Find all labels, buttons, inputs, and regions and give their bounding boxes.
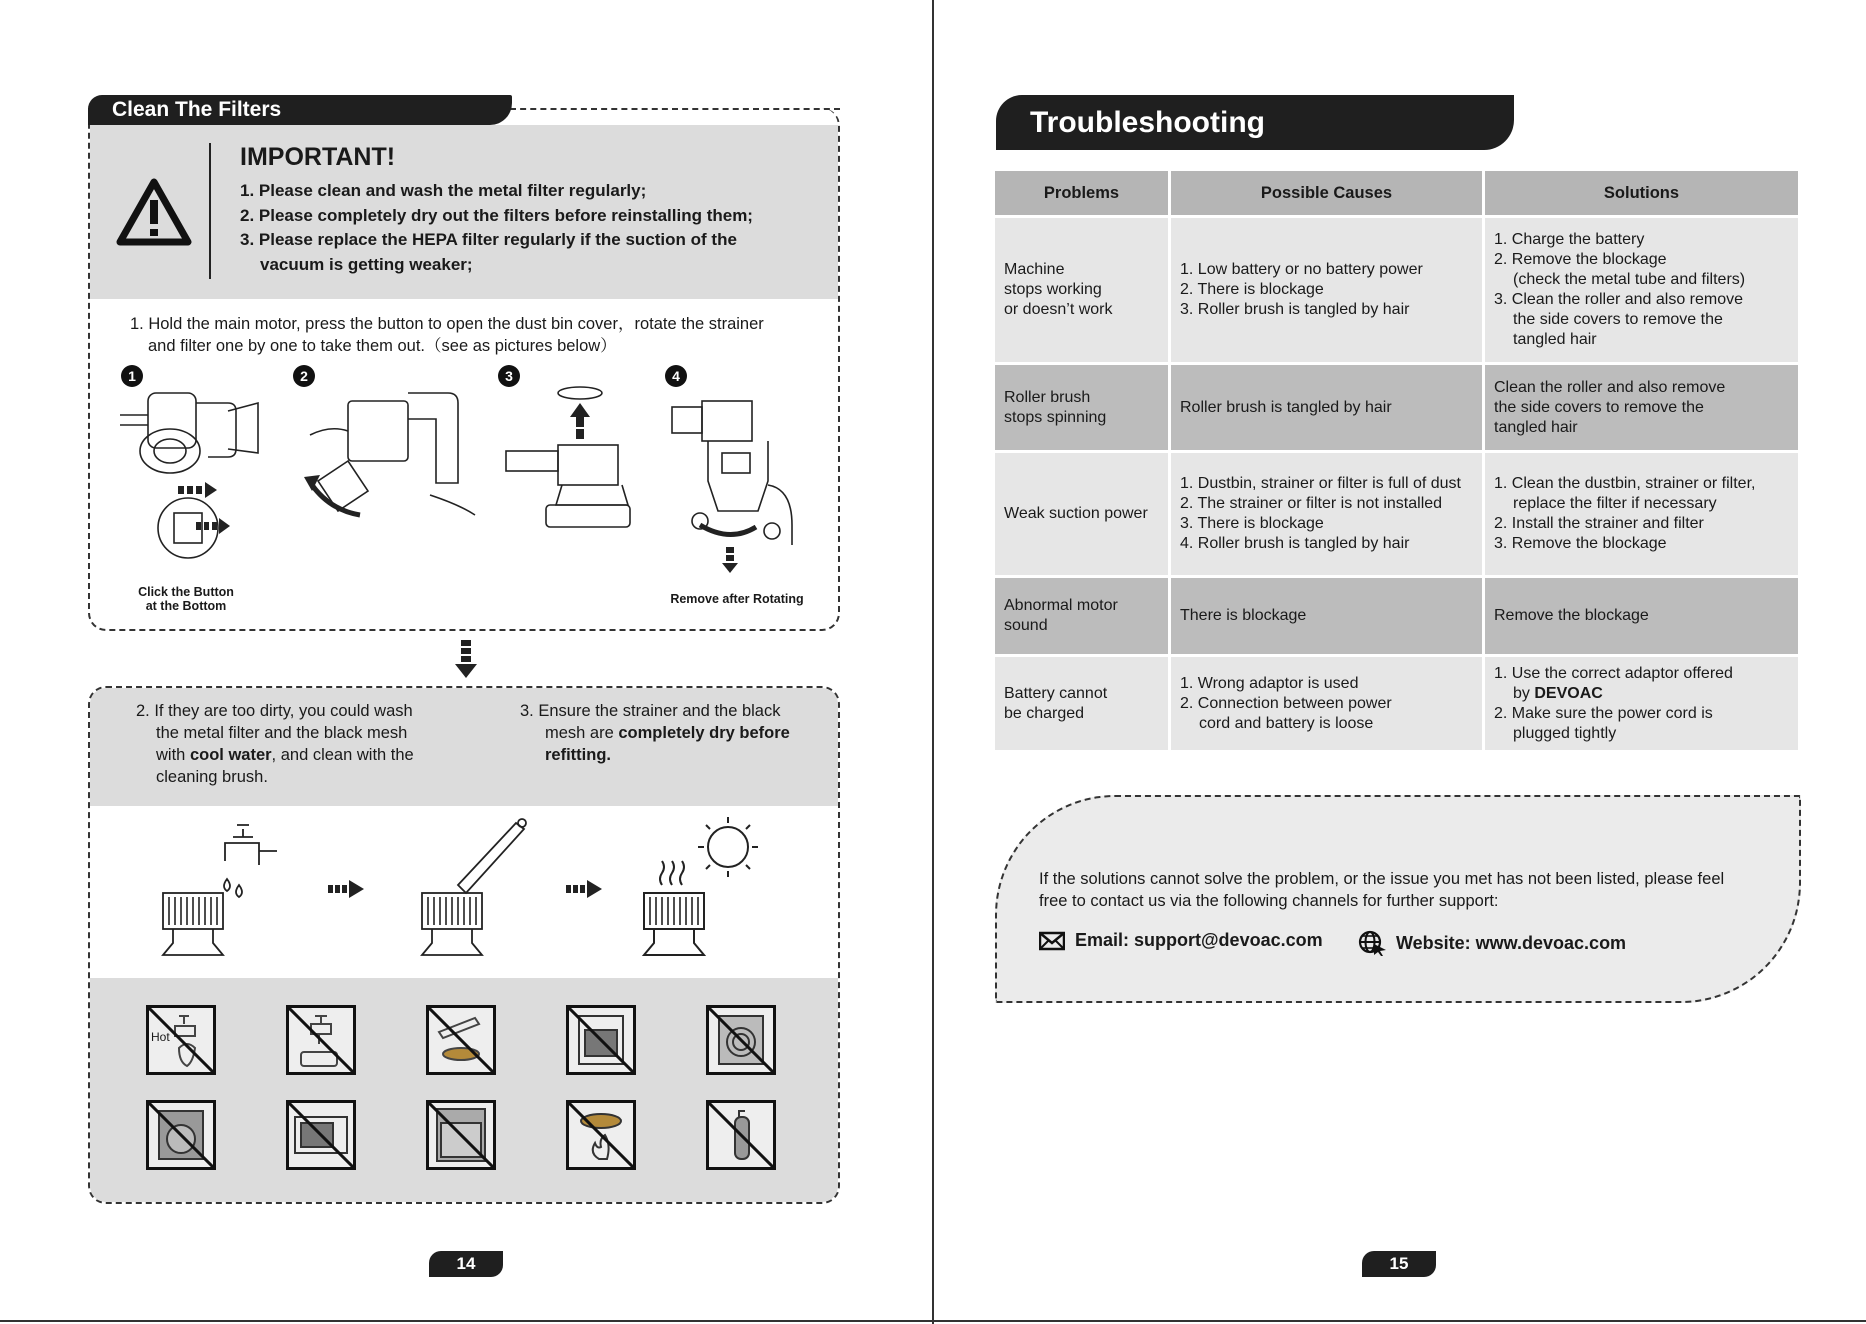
- solutions-cell: Remove the blockage: [1485, 578, 1801, 657]
- header-causes: Possible Causes: [1171, 171, 1485, 218]
- important-item: 3. Please replace the HEPA filter regularly if the suction of the: [240, 230, 737, 249]
- important-list: [240, 179, 753, 277]
- email-link[interactable]: Email: support@devoac.com: [1075, 930, 1323, 950]
- no-dishwasher-icon: [426, 1100, 496, 1170]
- table-row: [995, 218, 1801, 365]
- brush-filter-illustration: [418, 815, 558, 970]
- website-link[interactable]: Website: www.devoac.com: [1396, 932, 1627, 953]
- causes-cell: There is blockage: [1171, 578, 1485, 657]
- step1-line: and filter one by one to take them out.（see as pictures below）: [148, 337, 617, 355]
- arrow-down-icon: [455, 640, 477, 680]
- causes-cell: 1. Low battery or no battery power 2. There is blockage 3. Roller brush is tangled by hair: [1171, 218, 1485, 365]
- lift-filter-illustration: [502, 385, 632, 530]
- no-hair-dryer-icon: [706, 1100, 776, 1170]
- arrow-right-icon: [566, 880, 602, 898]
- email-contact[interactable]: [1039, 930, 1323, 951]
- table-row: [995, 578, 1801, 657]
- important-title: IMPORTANT!: [240, 143, 396, 171]
- step1-line: 1. Hold the main motor, press the button to open the dust bin cover，rotate the strainer: [130, 315, 764, 333]
- important-item: vacuum is getting weaker;: [260, 254, 473, 274]
- problem-cell: Weak suction power: [995, 453, 1171, 578]
- table-header-row: [995, 171, 1801, 218]
- warning-icon: [116, 178, 192, 246]
- step1-text: [130, 313, 764, 357]
- table-row: [995, 453, 1801, 578]
- contact-text: If the solutions cannot solve the problem, or the issue you met has not been listed, please feel free to contact us via the following channels for further support:: [1039, 870, 1725, 910]
- faucet-filter-illustration: [155, 815, 295, 970]
- important-item: 2. Please completely dry out the filters before reinstalling them;: [240, 205, 753, 225]
- header-solutions: Solutions: [1485, 171, 1801, 218]
- solutions-cell: Clean the roller and also remove the side covers to remove the tangled hair: [1485, 365, 1801, 453]
- solutions-cell: 1. Clean the dustbin, strainer or filter, replace the filter if necessary 2. Install the strainer and filter 3. Remove the blockage: [1485, 453, 1801, 578]
- section-title-troubleshooting: Troubleshooting: [996, 95, 1514, 150]
- no-faucet-direct-icon: [286, 1005, 356, 1075]
- rotate-strainer-illustration: [668, 395, 803, 575]
- troubleshooting-table: [995, 171, 1801, 753]
- sun-dry-illustration: [640, 815, 770, 970]
- no-dryer-icon: [706, 1005, 776, 1075]
- causes-cell: Roller brush is tangled by hair: [1171, 365, 1485, 453]
- step-number: 1: [121, 365, 143, 387]
- hot-label: Hot: [151, 1030, 170, 1044]
- important-item: 1. Please clean and wash the metal filter regularly;: [240, 181, 647, 200]
- no-brush-icon: [426, 1005, 496, 1075]
- table-row: [995, 657, 1801, 753]
- solutions-cell: 1. Use the correct adaptor offered by DEVOAC 2. Make sure the power cord is plugged tightly: [1485, 657, 1801, 753]
- page-divider: [932, 0, 934, 1324]
- box-top-border: [510, 108, 840, 110]
- problem-cell: Abnormal motor sound: [995, 578, 1171, 657]
- important-rule: [209, 143, 211, 279]
- website-contact[interactable]: [1358, 930, 1626, 956]
- caption-click-button: Click the Button at the Bottom: [138, 585, 234, 613]
- header-problems: Problems: [995, 171, 1171, 218]
- step-number: 4: [665, 365, 687, 387]
- mail-icon: [1039, 931, 1065, 951]
- section-title-clean-filters: Clean The Filters: [88, 95, 512, 125]
- problem-cell: Machine stops working or doesn’t work: [995, 218, 1171, 365]
- problem-cell: Battery cannot be charged: [995, 657, 1171, 753]
- causes-cell: 1. Wrong adaptor is used 2. Connection between power cord and battery is loose: [1171, 657, 1485, 753]
- page-number-15: 15: [1362, 1251, 1436, 1277]
- no-fire-icon: [566, 1100, 636, 1170]
- step-number: 2: [293, 365, 315, 387]
- step3-text: 3. Ensure the strainer and the black mesh are completely dry before refitting.: [520, 702, 790, 764]
- step2-text: 2. If they are too dirty, you could wash the metal filter and the black mesh with cool water, and clean with the cleaning brush.: [136, 702, 414, 786]
- page-number-14: 14: [429, 1251, 503, 1277]
- vacuum-button-illustration: [118, 383, 278, 583]
- bottom-edge: [0, 1320, 1866, 1322]
- brand-name: DEVOAC: [1534, 684, 1603, 702]
- no-oven-icon: [566, 1005, 636, 1075]
- caption-remove-rotating: Remove after Rotating: [670, 592, 804, 606]
- arrow-right-icon: [328, 880, 364, 898]
- solutions-cell: 1. Charge the battery 2. Remove the blockage (check the metal tube and filters) 3. Clean the roller and also remove the side covers to remove the tangled hair: [1485, 218, 1801, 365]
- no-microwave-icon: [286, 1100, 356, 1170]
- open-cover-illustration: [300, 385, 480, 525]
- globe-cursor-icon: [1358, 930, 1388, 956]
- problem-cell: Roller brush stops spinning: [995, 365, 1171, 453]
- step-number: 3: [498, 365, 520, 387]
- table-row: [995, 365, 1801, 453]
- causes-cell: 1. Dustbin, strainer or filter is full of dust 2. The strainer or filter is not installed 3. There is blockage 4. Roller brush is tangled by hair: [1171, 453, 1485, 578]
- no-washing-machine-icon: [146, 1100, 216, 1170]
